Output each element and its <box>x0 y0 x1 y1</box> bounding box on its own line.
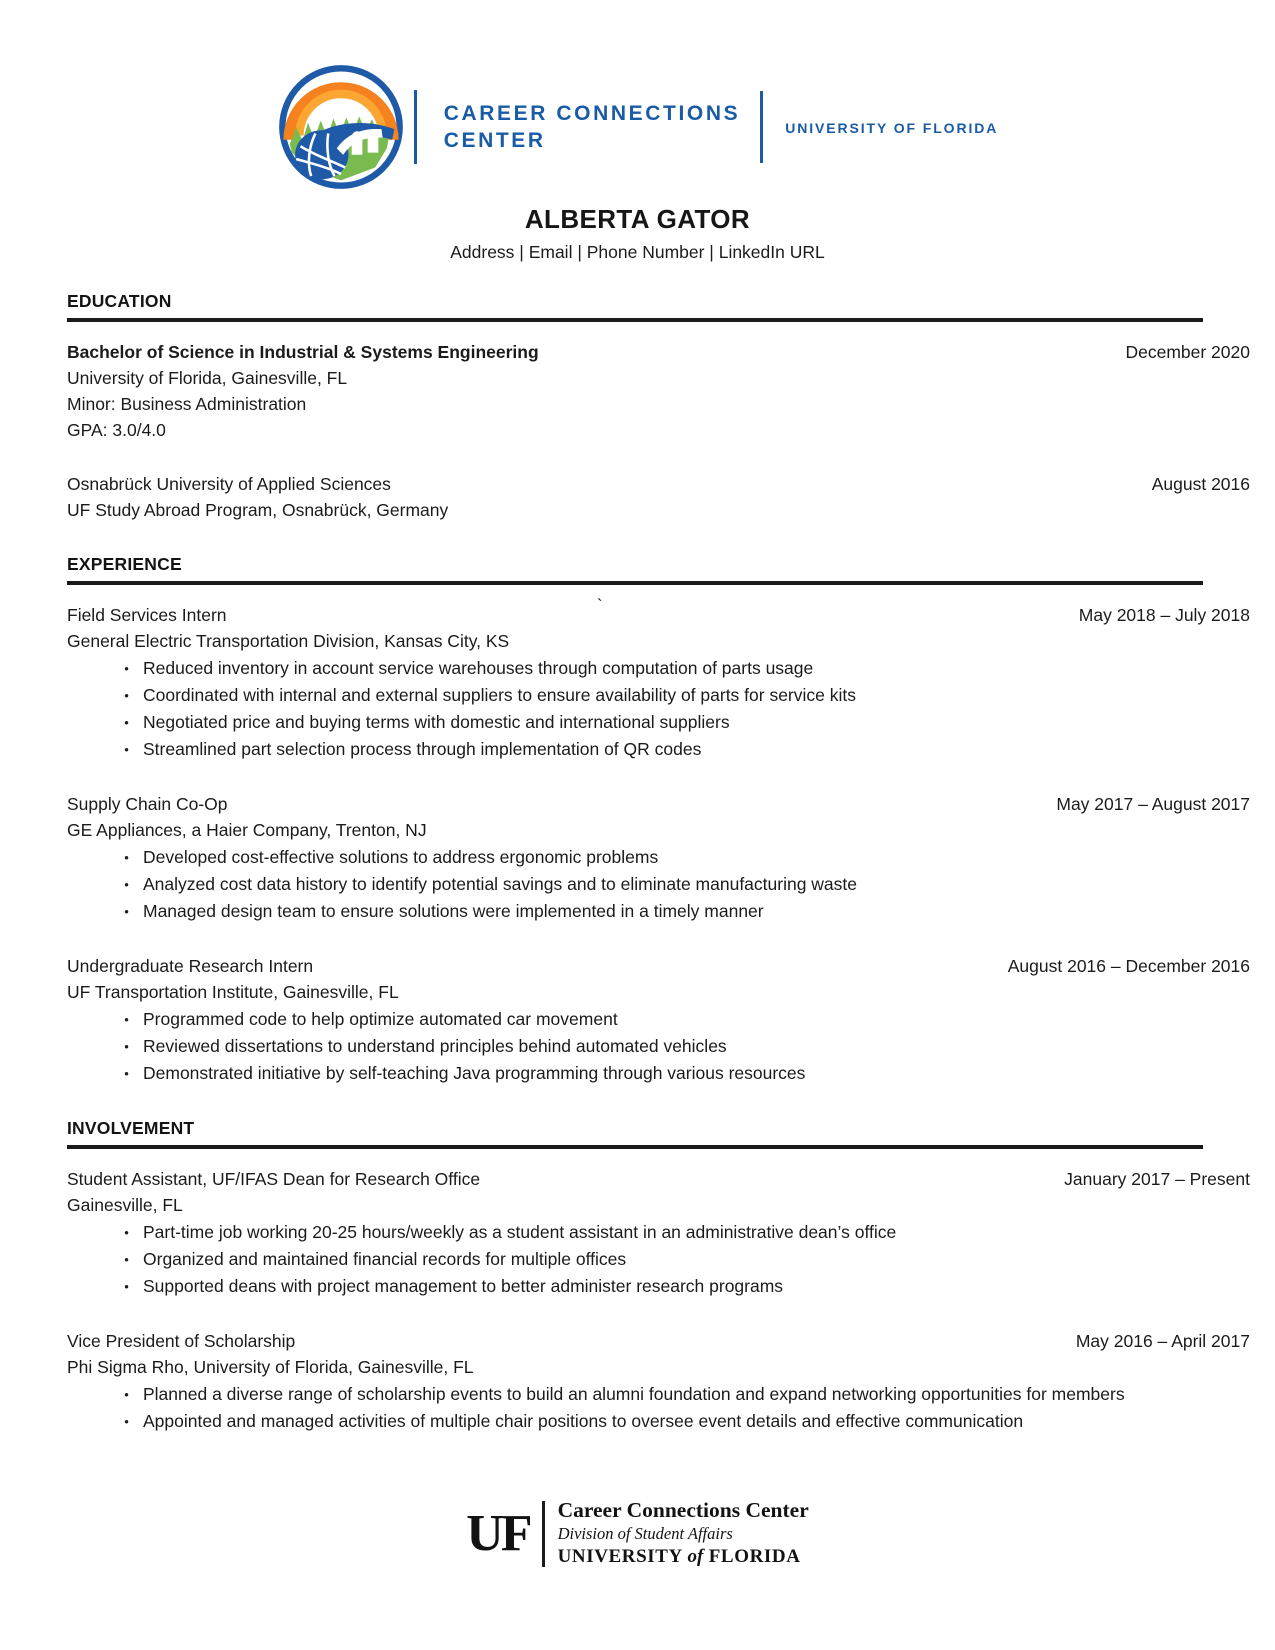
footer-florida: FLORIDA <box>708 1546 801 1567</box>
bullet-text: Supported deans with project management to better administer research programs <box>143 1276 784 1296</box>
entry-title: Undergraduate Research Intern <box>67 956 314 976</box>
bullet-list <box>67 1006 1250 1087</box>
entry-title: Supply Chain Co-Op <box>67 794 228 814</box>
career-connections-logo-icon <box>277 62 405 192</box>
contact-line: Address | Email | Phone Number | LinkedIn URL <box>450 242 825 262</box>
bullet-text: Analyzed cost data history to identify potential savings and to eliminate manufacturing waste <box>143 874 858 894</box>
entry-subtitle: GE Appliances, a Haier Company, Trenton, NJ <box>67 820 427 840</box>
bullet-item <box>67 1381 1250 1408</box>
stray-grave-accent: ` <box>597 596 603 615</box>
bullet-text: Organized and maintained financial records for multiple offices <box>143 1249 627 1269</box>
resume-entry <box>67 791 1250 925</box>
entry-date: May 2016 – April 2017 <box>1075 1331 1250 1351</box>
section-heading: EDUCATION <box>67 291 1203 322</box>
entry-header <box>67 596 1250 628</box>
entry-subtitle: Gainesville, FL <box>67 1195 183 1215</box>
uf-footer-logo <box>466 1498 809 1569</box>
bullet-item <box>67 655 1250 682</box>
bullet-item <box>67 871 1250 898</box>
bullet-text: Streamlined part selection process through implementation of QR codes <box>143 739 702 759</box>
bullet-dot: • <box>124 1012 129 1027</box>
bullet-item <box>67 1219 1250 1246</box>
bullet-item <box>67 898 1250 925</box>
bullet-dot: • <box>124 661 129 676</box>
bullet-dot: • <box>124 877 129 892</box>
resume-entry <box>67 339 1250 443</box>
footer-university-of-florida <box>558 1545 809 1569</box>
entry-subtitle: GPA: 3.0/4.0 <box>67 420 166 440</box>
entry-subtitle: Phi Sigma Rho, University of Florida, Gainesville, FL <box>67 1357 474 1377</box>
bullet-item <box>67 1273 1250 1300</box>
bullet-text: Managed design team to ensure solutions were implemented in a timely manner <box>143 901 764 921</box>
footer-of: of <box>687 1546 704 1567</box>
section-heading: EXPERIENCE <box>67 554 1203 585</box>
career-connections-wordmark <box>444 100 740 154</box>
entry-title: Student Assistant, UF/IFAS Dean for Research Office <box>67 1169 481 1189</box>
bullet-item <box>67 1060 1250 1087</box>
bullet-dot: • <box>124 688 129 703</box>
entry-title: Osnabrück University of Applied Sciences <box>67 474 391 494</box>
bullet-text: Appointed and managed activities of multiple chair positions to oversee event details and effective communication <box>143 1411 1024 1431</box>
entry-subtitle: UF Study Abroad Program, Osnabrück, Germany <box>67 500 449 520</box>
section-heading: INVOLVEMENT <box>67 1118 1203 1149</box>
entry-date: August 2016 <box>1151 474 1250 494</box>
entry-header <box>67 791 1250 817</box>
entry-subtitle: UF Transportation Institute, Gainesville, FL <box>67 982 399 1002</box>
entry-header <box>67 471 1250 497</box>
entry-subtitle: University of Florida, Gainesville, FL <box>67 368 348 388</box>
bullet-dot: • <box>124 850 129 865</box>
section-involvement <box>67 1118 1250 1435</box>
wordmark-line1: CAREER CONNECTIONS <box>443 102 741 125</box>
bullet-list <box>67 1381 1250 1435</box>
entry-header <box>67 1166 1250 1192</box>
bullet-text: Reviewed dissertations to understand principles behind automated vehicles <box>143 1036 727 1056</box>
bullet-text: Planned a diverse range of scholarship events to build an alumni foundation and expand networking opportunities for members <box>143 1384 1125 1404</box>
entry-title: Bachelor of Science in Industrial & Systems Engineering <box>67 342 539 362</box>
bullet-list <box>67 844 1250 925</box>
entry-date: May 2018 – July 2018 <box>1078 605 1250 625</box>
entry-title: Vice President of Scholarship <box>67 1331 296 1351</box>
footer-career-connections-center: Career Connections Center <box>557 1498 809 1522</box>
bullet-text: Developed cost-effective solutions to address ergonomic problems <box>143 847 659 867</box>
entry-header <box>67 339 1250 365</box>
entry-subtitle: Minor: Business Administration <box>67 394 307 414</box>
footer <box>0 1498 1275 1569</box>
resume-entry <box>67 1166 1250 1300</box>
entry-subtitle: General Electric Transportation Division, Kansas City, KS <box>67 631 510 651</box>
footer-division-of-student-affairs: Division of Student Affairs <box>557 1524 733 1543</box>
resume-entry <box>67 953 1250 1087</box>
bullet-dot: • <box>124 715 129 730</box>
letterhead <box>0 0 1275 192</box>
entry-date: January 2017 – Present <box>1064 1169 1250 1189</box>
bullet-dot: • <box>124 1039 129 1054</box>
resume-entry <box>67 1328 1250 1435</box>
entry-date: May 2017 – August 2017 <box>1056 794 1250 814</box>
section-education <box>67 291 1250 523</box>
bullet-text: Negotiated price and buying terms with domestic and international suppliers <box>143 712 730 732</box>
bullet-dot: • <box>124 1225 129 1240</box>
uf-wordmark-icon: UF <box>466 1504 530 1562</box>
bullet-item <box>67 1006 1250 1033</box>
bullet-dot: • <box>124 1252 129 1267</box>
bullet-list <box>67 1219 1250 1300</box>
entry-header <box>67 1328 1250 1354</box>
resume-entry <box>67 596 1250 763</box>
resume-body <box>67 291 1250 1435</box>
divider <box>760 91 763 163</box>
footer-university: UNIVERSITY <box>557 1546 683 1567</box>
bullet-dot: • <box>124 1414 129 1429</box>
resume-entry <box>67 471 1250 523</box>
bullet-item <box>67 1408 1250 1435</box>
bullet-dot: • <box>124 742 129 757</box>
bullet-dot: • <box>124 1279 129 1294</box>
bullet-item <box>67 682 1250 709</box>
divider <box>414 90 417 164</box>
bullet-text: Demonstrated initiative by self-teaching Java programming through various resources <box>143 1063 806 1083</box>
entry-date: December 2020 <box>1125 342 1250 362</box>
bullet-text: Coordinated with internal and external suppliers to ensure availability of parts for service kits <box>143 685 856 705</box>
bullet-item <box>67 1033 1250 1060</box>
section-experience <box>67 554 1250 1087</box>
bullet-text: Programmed code to help optimize automated car movement <box>143 1009 618 1029</box>
bullet-text: Reduced inventory in account service warehouses through computation of parts usage <box>143 658 814 678</box>
bullet-item <box>67 736 1250 763</box>
university-of-florida-wordmark: UNIVERSITY OF FLORIDA <box>785 120 999 136</box>
footer-text-block <box>558 1498 809 1569</box>
bullet-dot: • <box>124 1387 129 1402</box>
bullet-text: Part-time job working 20-25 hours/weekly as a student assistant in an administrative dean’s office <box>143 1222 897 1242</box>
bullet-item <box>67 844 1250 871</box>
bullet-list <box>67 655 1250 763</box>
bullet-item <box>67 1246 1250 1273</box>
entry-header <box>67 953 1250 979</box>
bullet-dot: • <box>124 1066 129 1081</box>
divider <box>542 1501 545 1567</box>
entry-date: August 2016 – December 2016 <box>1007 956 1250 976</box>
wordmark-line2: CENTER <box>443 129 546 152</box>
entry-title: Field Services Intern <box>67 605 227 625</box>
bullet-item <box>67 709 1250 736</box>
candidate-name: ALBERTA GATOR <box>524 204 751 234</box>
bullet-dot: • <box>124 904 129 919</box>
